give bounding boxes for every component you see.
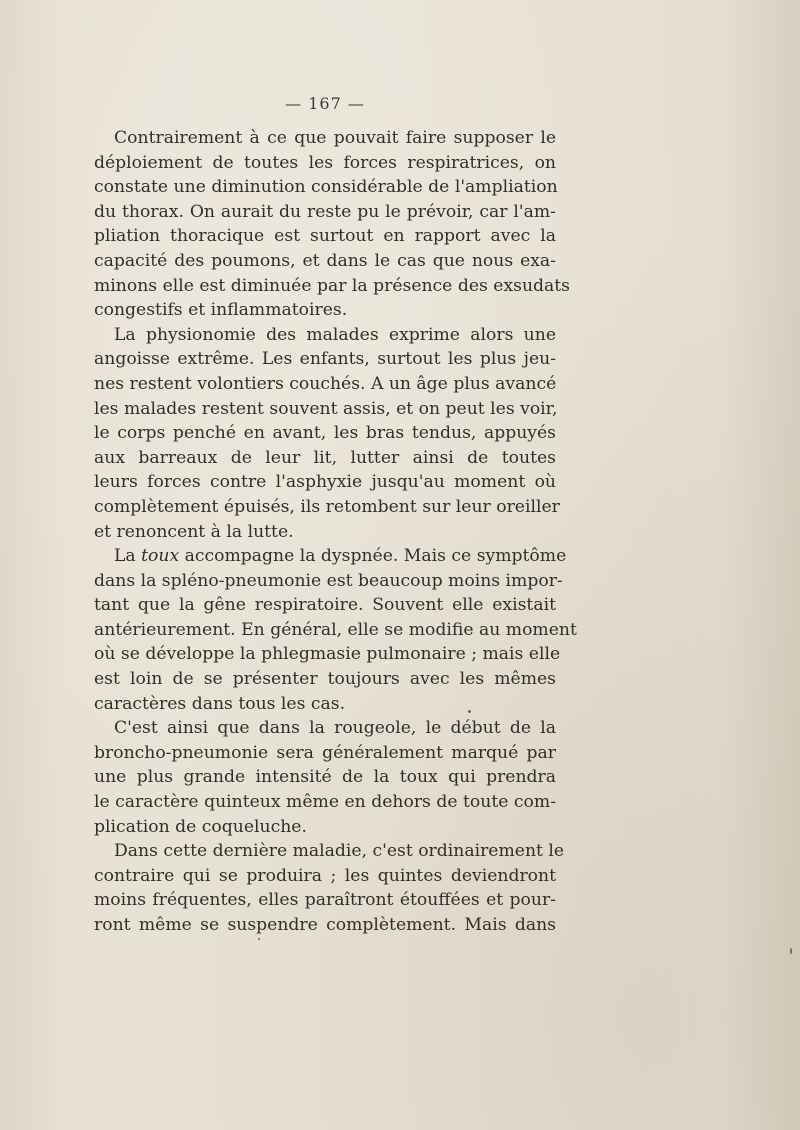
text-line: broncho-pneumonie sera généralement marqué par [94, 742, 556, 763]
text-line: nes restent volontiers couchés. A un âge plus avancé [94, 373, 557, 394]
text-line: Dans cette dernière maladie, c'est ordinairement le [114, 841, 565, 862]
text-line: constate une diminution considérable de l'ampliation [94, 177, 558, 198]
text-line: caractères dans tous les cas. [94, 693, 346, 714]
text-line: congestifs et inflammatoires. [94, 300, 348, 321]
text-line: où se développe la phlegmasie pulmonaire ; mais elle [94, 644, 561, 665]
paper-speck [468, 710, 471, 713]
text-line: antérieurement. En général, elle se modifie au moment [94, 619, 577, 640]
text-line [94, 544, 567, 569]
page-number: — 167 — [285, 94, 365, 113]
text-line: moins fréquentes, elles paraîtront étouffées et pour- [94, 890, 556, 911]
text-line: leurs forces contre l'asphyxie jusqu'au moment où [94, 472, 556, 493]
text-line: La physionomie des malades exprime alors une [114, 324, 556, 345]
text-line: angoisse extrême. Les enfants, surtout les plus jeu- [94, 349, 556, 370]
text-line: du thorax. On aurait du reste pu le prévoir, car l'am- [94, 201, 556, 222]
text-line: les malades restent souvent assis, et on peut les voir, [94, 398, 558, 419]
text-line: Contrairement à ce que pouvait faire supposer le [114, 128, 556, 148]
text-line: est loin de se présenter toujours avec les mêmes [94, 669, 556, 690]
text-line: et renoncent à la lutte. [94, 521, 294, 542]
text-line: contraire qui se produira ; les quintes deviendront [94, 865, 556, 886]
body-text [94, 126, 577, 938]
text-line: capacité des poumons, et dans le cas que nous exa- [94, 250, 556, 271]
text-line: déploiement de toutes les forces respiratrices, on [94, 152, 556, 173]
text-line: dans la spléno-pneumonie est beaucoup moins impor- [94, 570, 563, 591]
text-line: plication de coqueluche. [94, 816, 307, 837]
text-line: complètement épuisés, ils retombent sur leur oreiller [94, 496, 560, 517]
text-run: accompagne la dyspnée. Mais ce symptôme [179, 546, 567, 567]
text-line: tant que la gêne respiratoire. Souvent elle existait [94, 595, 556, 616]
text-line: minons elle est diminuée par la présence des exsudats [94, 275, 571, 296]
text-line: pliation thoracique est surtout en rapport avec la [94, 226, 556, 247]
text-line: le caractère quinteux même en dehors de toute com- [94, 792, 556, 813]
paper-speck [790, 948, 792, 954]
text-run: La [114, 546, 142, 567]
text-line: le corps penché en avant, les bras tendus, appuyés [94, 423, 556, 444]
text-line: une plus grande intensité de la toux qui prendra [94, 767, 556, 788]
text-line: C'est ainsi que dans la rougeole, le début de la [114, 718, 556, 739]
paper-speck [258, 938, 260, 940]
italic-term: toux [141, 546, 180, 567]
text-line: aux barreaux de leur lit, lutter ainsi de toutes [94, 447, 556, 468]
text-line: ront même se suspendre complètement. Mais dans [94, 915, 556, 935]
